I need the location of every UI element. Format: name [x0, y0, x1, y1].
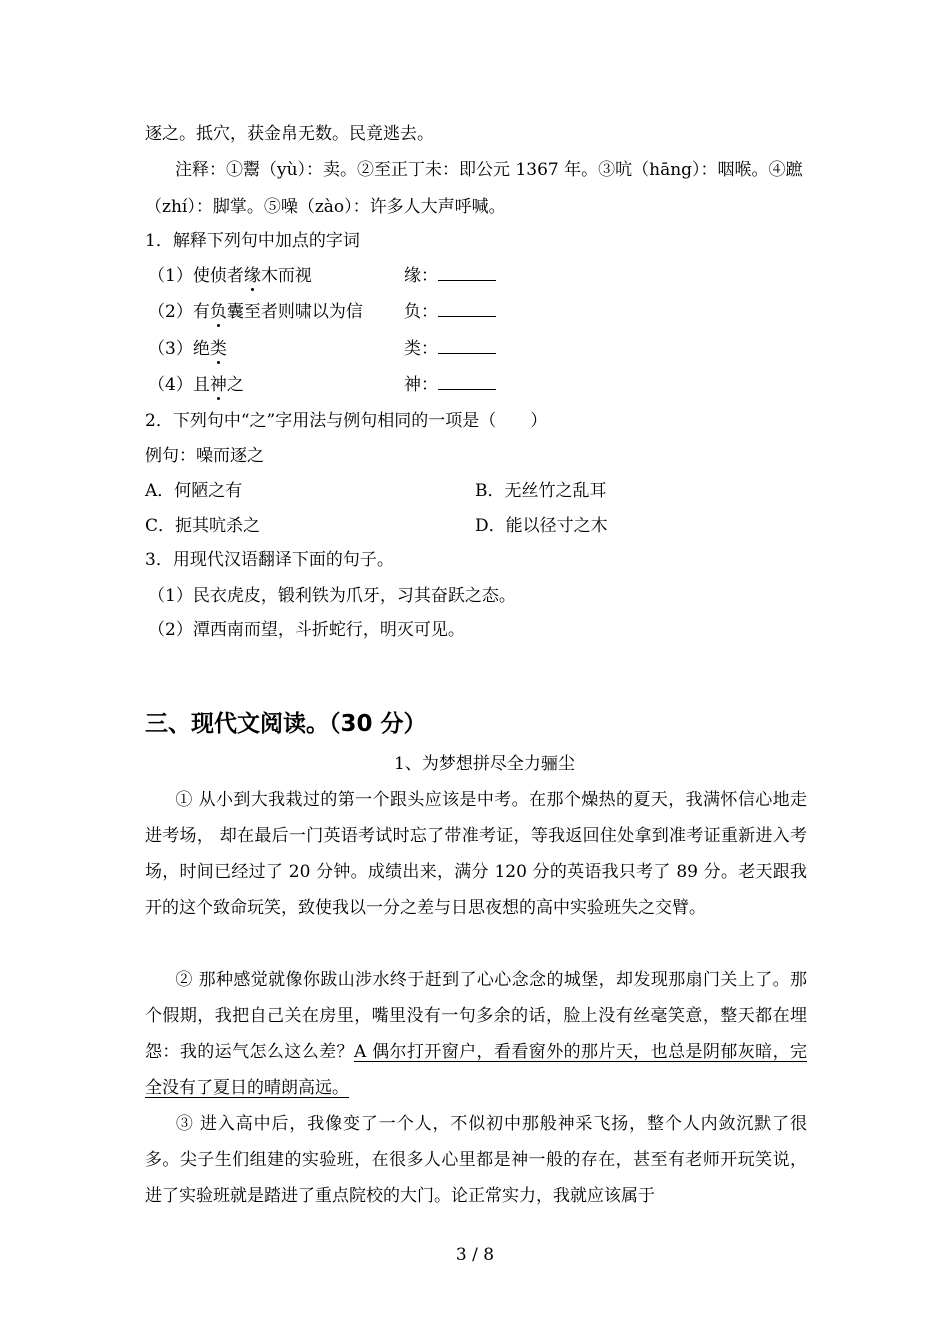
item-text: 囊至者则啸以为信 — [226, 302, 363, 322]
item-text: （1）使侦者 — [148, 266, 244, 286]
q1-item-2 — [148, 300, 363, 324]
q1-answer-2 — [404, 300, 496, 324]
dotted-char: 神 — [209, 375, 227, 395]
question-2-title: 2．下列句中“之”字用法与例句相同的一项是（ ） — [145, 411, 548, 431]
dotted-char: 类 — [209, 339, 227, 359]
item-text: （3）绝 — [148, 339, 210, 359]
answer-key: 神： — [404, 375, 438, 395]
answer-key: 缘： — [404, 266, 438, 286]
q1-item-3 — [148, 337, 227, 361]
option-d[interactable]: D．能以径寸之木 — [475, 516, 608, 536]
paragraph-3 — [145, 1106, 807, 1214]
paragraph-text: ② 那种感觉就像你跋山涉水终于赶到了心心念念的城堡，却发现那扇门关上了。那个假期，我把自己关在房里，嘴里没有一句多余的话，脸上没有丝毫笑意，整天都在埋怨：我的运气怎么这么差？ — [145, 970, 807, 1062]
annotation-line: 注释：①鬻（yù）：卖。②至正丁未：即公元 1367 年。③吭（hāng）：咽喉。④蹠 — [175, 160, 803, 180]
article-title: 1、为梦想拼尽全力骊尘 — [394, 754, 575, 774]
answer-blank[interactable] — [438, 337, 496, 354]
underlined-sentence: A 偶尔打开窗户，看看窗外的那片天，也总是阴郁灰暗，完全没有了夏日的晴朗高远。 — [145, 1042, 807, 1098]
answer-blank[interactable] — [438, 373, 496, 390]
answer-blank[interactable] — [438, 300, 496, 317]
dotted-char: 缘 — [243, 266, 261, 286]
option-c[interactable]: C．扼其吭杀之 — [145, 516, 261, 536]
paragraph-2 — [145, 962, 807, 1106]
q1-answer-1 — [404, 264, 496, 288]
answer-blank[interactable] — [438, 264, 496, 281]
annotation-line: （zhí）：脚掌。⑤噪（zào）：许多人大声呼喊。 — [145, 197, 506, 217]
paragraph-text: ① 从小到大我栽过的第一个跟头应该是中考。在那个燥热的夏天，我满怀信心地走进考场， 却在最后一门英语考试时忘了带准考证，等我返回住处拿到准考证重新进入考场，时间已经过了 20 分钟。成绩出来，满分 120 分的英语我只考了 89 分。老天跟我开的这个致命玩笑，致使我以一分之差与日思夜想的高中实验班失之交臂。 — [145, 790, 807, 918]
translate-sentence-1: （1）民衣虎皮，锻利铁为爪牙，习其奋跃之态。 — [148, 586, 516, 606]
item-text: 木而视 — [260, 266, 312, 286]
q1-answer-3 — [404, 337, 496, 361]
item-text: （4）且 — [148, 375, 210, 395]
question-1-title: 1．解释下列句中加点的字词 — [145, 231, 360, 251]
paragraph-text: ③ 进入高中后，我像变了一个人，不似初中那般神采飞扬，整个人内敛沉默了很多。尖子生们组建的实验班，在很多人心里都是神一般的存在，甚至有老师开玩笑说，进了实验班就是踏进了重点院校的大门。论正常实力，我就应该属于 — [145, 1114, 807, 1206]
page-number: 3 / 8 — [455, 1245, 495, 1265]
option-b[interactable]: B．无丝竹之乱耳 — [475, 481, 607, 501]
answer-key: 负： — [404, 302, 438, 322]
q1-item-1 — [148, 264, 312, 288]
text-line: 逐之。抵穴，获金帛无数。民竟逃去。 — [145, 124, 434, 144]
paragraph-1 — [145, 782, 807, 926]
q1-answer-4 — [404, 373, 496, 397]
q1-item-4 — [148, 373, 244, 397]
item-text: （2）有 — [148, 302, 210, 322]
option-a[interactable]: A．何陋之有 — [145, 481, 243, 501]
question-3-title: 3．用现代汉语翻译下面的句子。 — [145, 550, 394, 570]
answer-key: 类： — [404, 339, 438, 359]
item-text: 之 — [226, 375, 244, 395]
dotted-char: 负 — [209, 302, 227, 322]
example-sentence: 例句：噪而逐之 — [145, 446, 264, 466]
translate-sentence-2: （2）潭西南而望，斗折蛇行，明灭可见。 — [148, 620, 465, 640]
section-title: 三、现代文阅读。（30 分） — [145, 711, 427, 737]
